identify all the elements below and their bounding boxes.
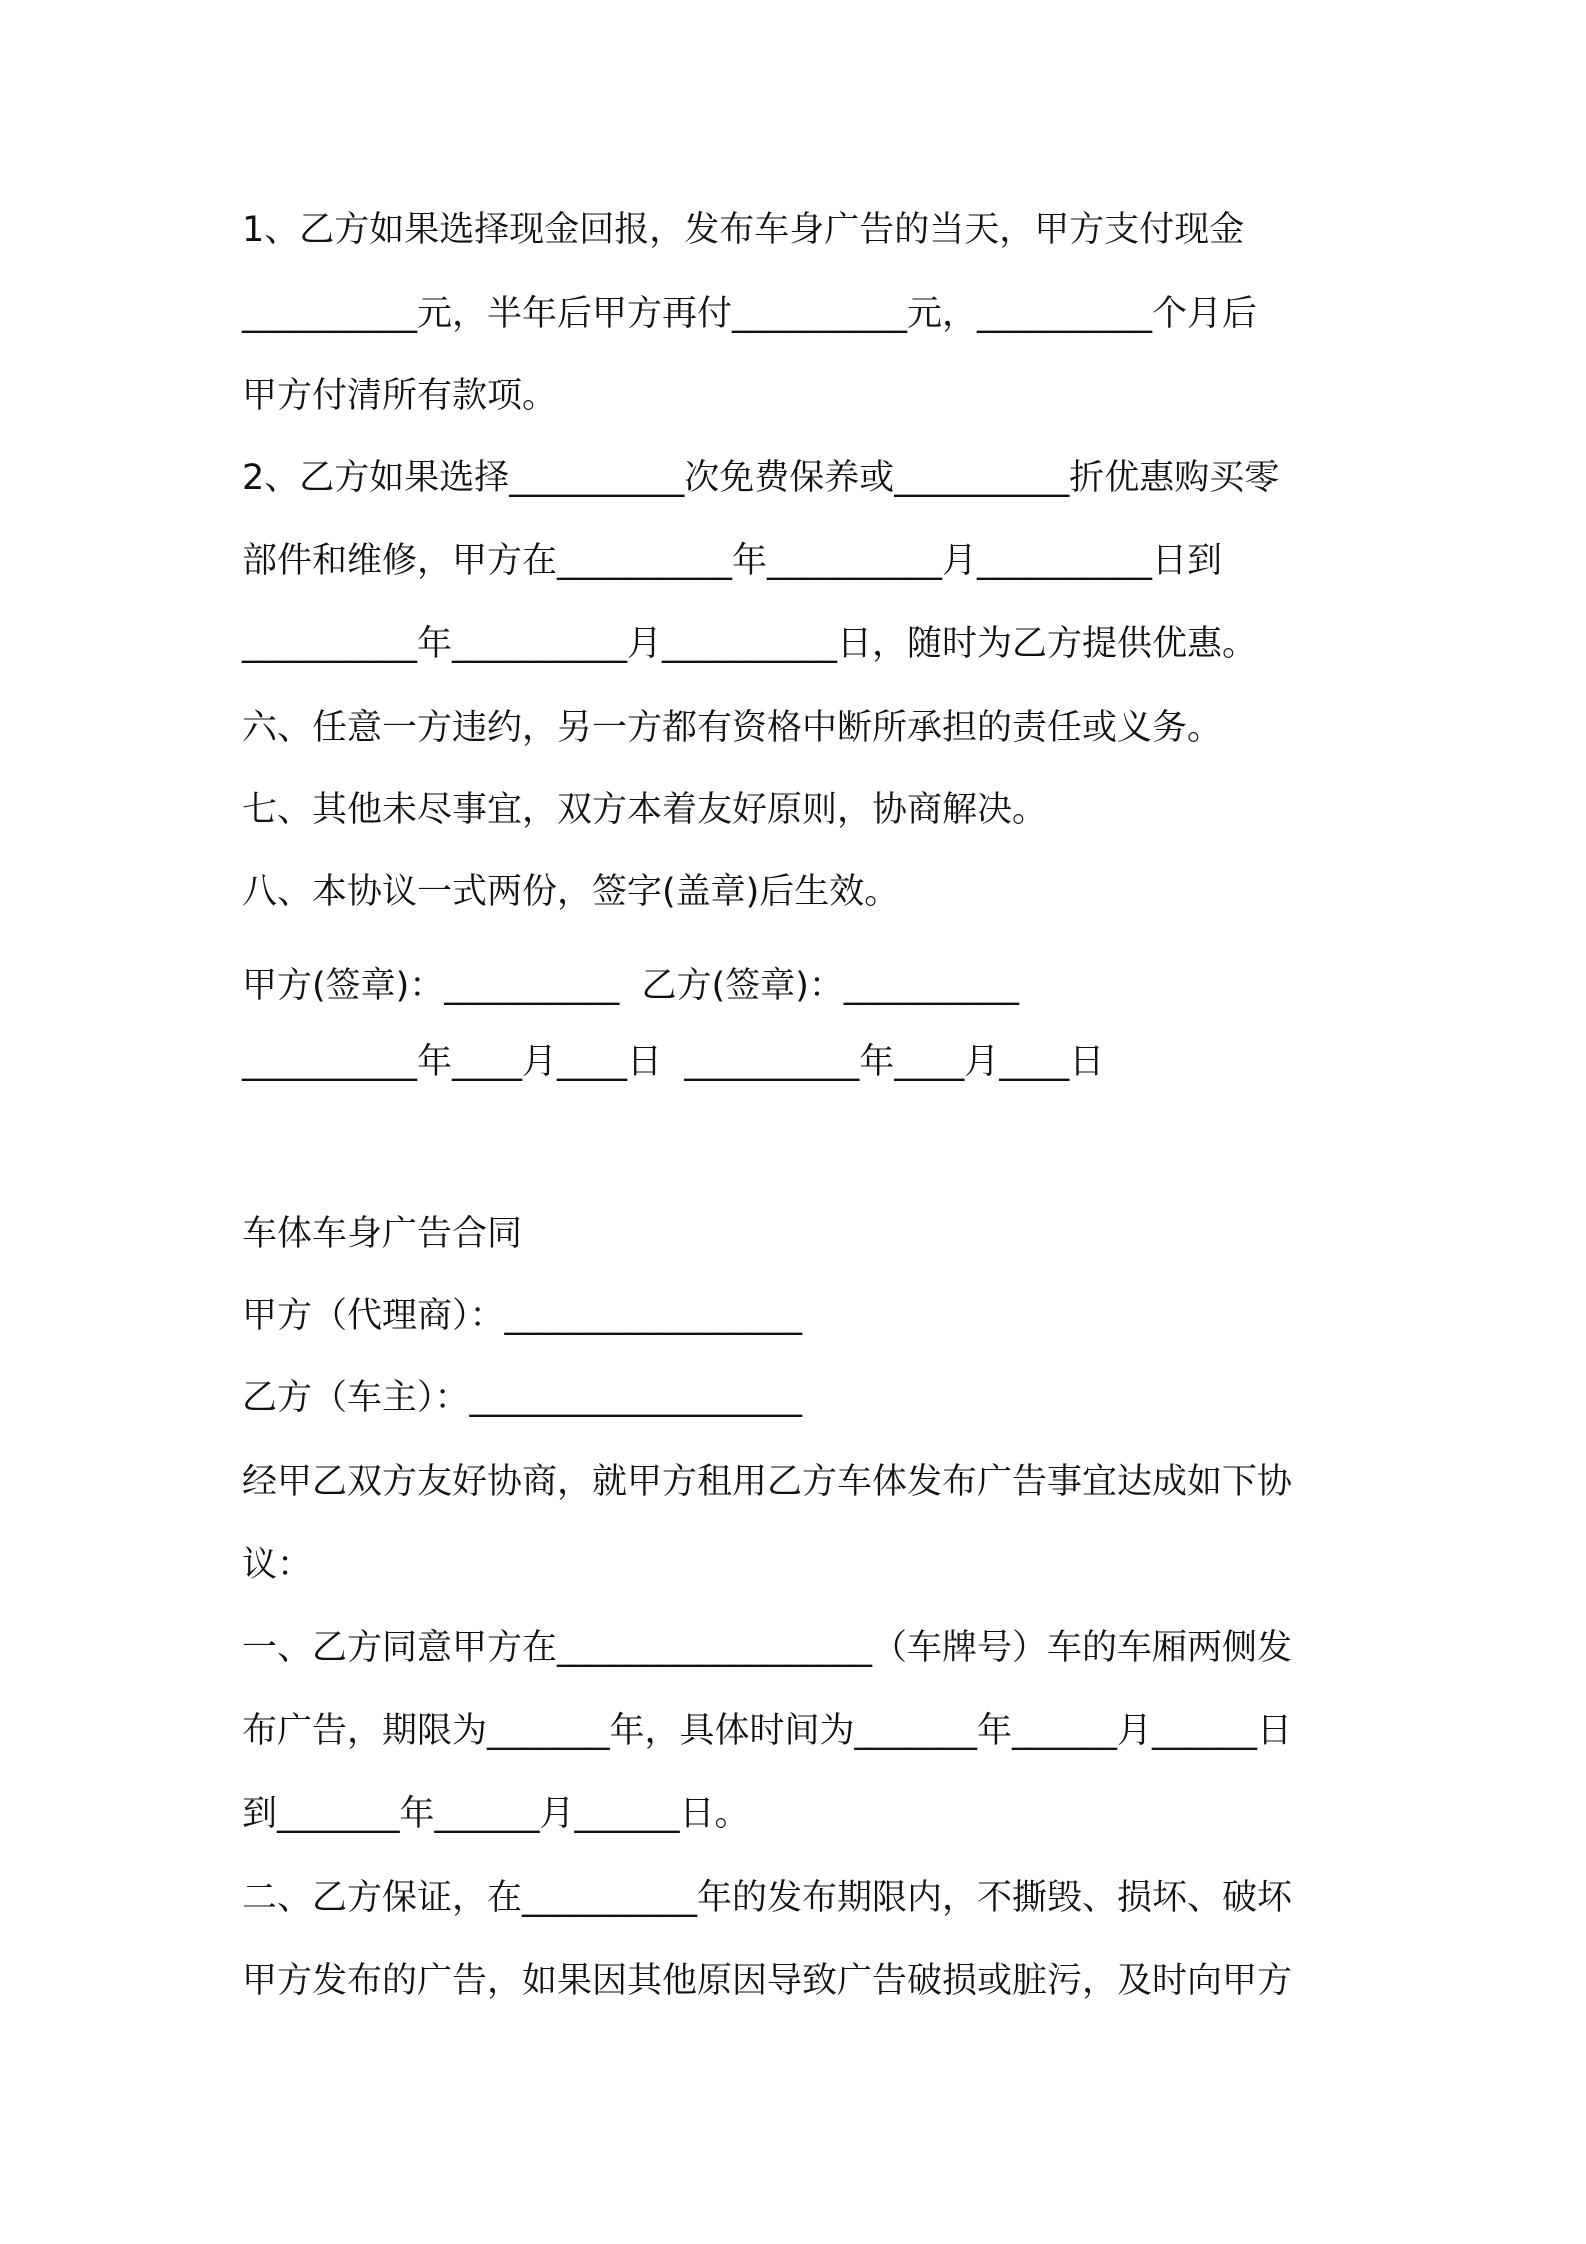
item1-line2: __________元，半年后甲方再付__________元，__________个月后 [242,294,1258,334]
item1-line1: 1、乙方如果选择现金回报，发布车身广告的当天，甲方支付现金 [242,210,1245,250]
item2-line1: 2、乙方如果选择__________次免费保养或__________折优惠购买零 [242,458,1280,498]
clause-one-line1: 一、乙方同意甲方在__________________（车牌号）车的车厢两侧发 [242,1628,1293,1668]
party-b-line: 乙方（车主）：___________________ [242,1378,803,1418]
clause-seven: 七、其他未尽事宜，双方本着友好原则，协商解决。 [242,790,1048,830]
clause-one-line2: 布广告，期限为_______年，具体时间为_______年______月______日 [242,1711,1293,1751]
intro-line1: 经甲乙双方友好协商，就甲方租用乙方车体发布广告事宜达成如下协 [242,1462,1293,1502]
clause-two-line2: 甲方发布的广告，如果因其他原因导致广告破损或脏污，及时向甲方 [242,1961,1293,2001]
clause-six: 六、任意一方违约，另一方都有资格中断所承担的责任或义务。 [242,708,1223,748]
signature-line: 甲方(签章)：__________ 乙方(签章)：__________ [242,966,1019,1006]
party-a-line: 甲方（代理商）：_________________ [242,1296,803,1336]
contract-title: 车体车身广告合同 [242,1214,523,1254]
clause-one-line3: 到_______年______月______日。 [242,1794,750,1834]
signature-date-line: __________年____月____日 __________年____月____日 [242,1042,1105,1082]
intro-line2: 议： [242,1545,313,1585]
item2-line3: __________年__________月__________日，随时为乙方提供优惠。 [242,624,1258,664]
item2-line2: 部件和维修，甲方在__________年__________月__________日到 [242,541,1223,581]
item1-line3: 甲方付清所有款项。 [242,376,558,416]
clause-two-line1: 二、乙方保证，在__________年的发布期限内，不撕毁、损坏、破坏 [242,1878,1293,1918]
clause-eight: 八、本协议一式两份，签字(盖章)后生效。 [242,872,900,912]
